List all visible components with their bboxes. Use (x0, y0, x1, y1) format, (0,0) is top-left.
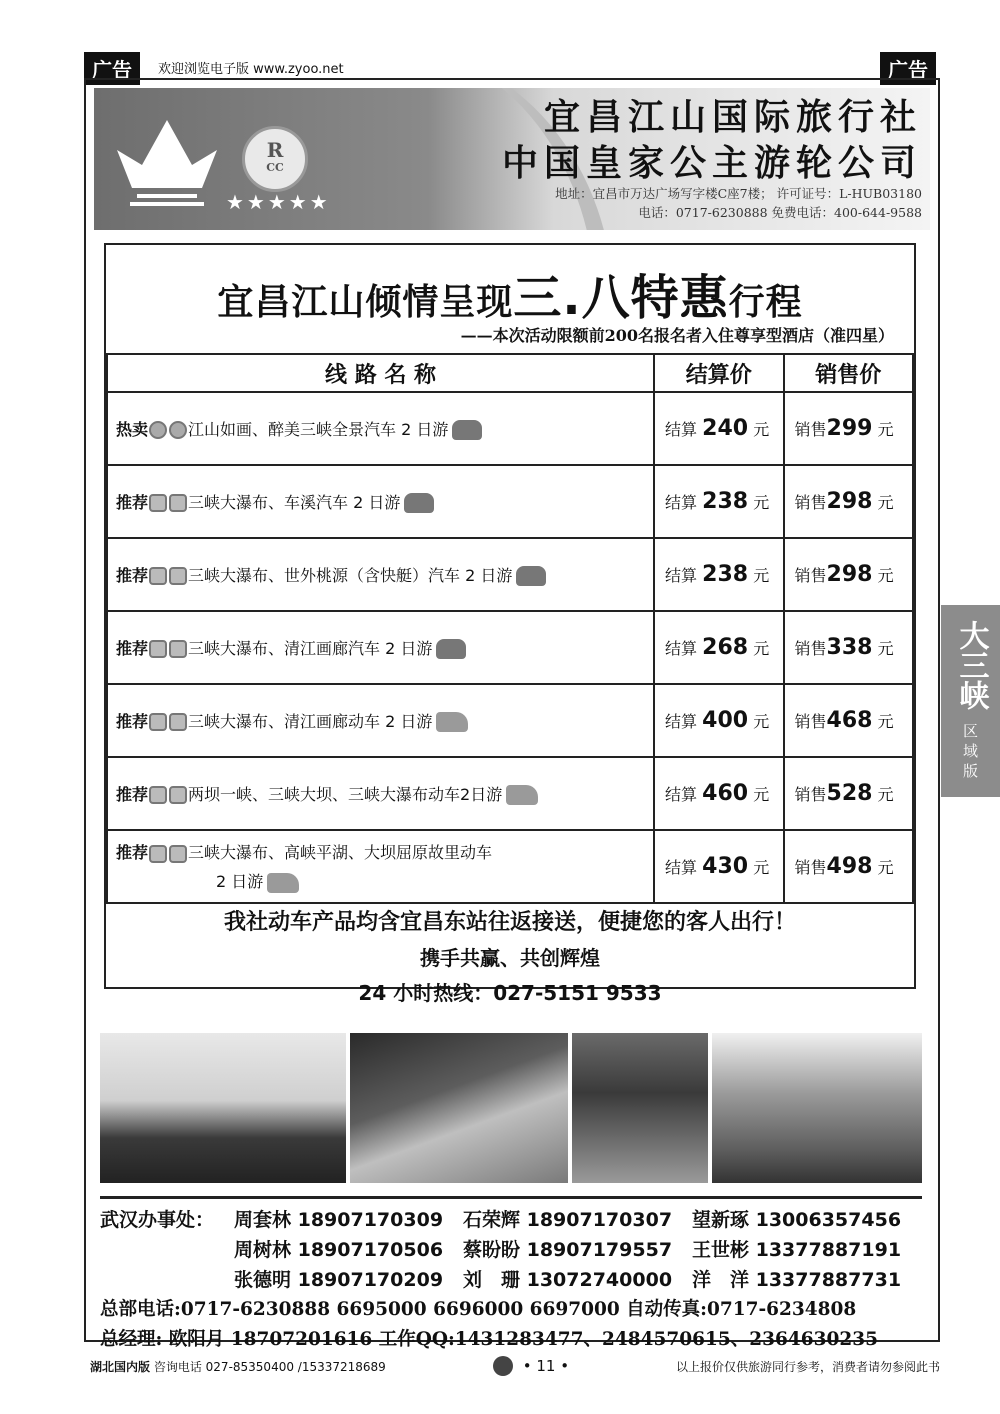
promo-box (104, 243, 916, 1005)
promo-notice: 我社动车产品均含宜昌东站往返接送，便捷您的客人出行！ 携手共赢、共创辉煌 24 小时热线：027-5151 9533 (223, 910, 796, 1005)
table-row: 推荐 两坝一峡、三峡大坝、三峡大瀑布动车2日游 结算 460 元 销售528 元 (107, 757, 913, 830)
disclaimer: 以上报价仅供旅游同行参考，消费者请勿参阅此书 (675, 1359, 940, 1374)
cruise-boat-photo (350, 1033, 568, 1183)
zipline-valley-photo (712, 1033, 922, 1183)
thumbs-up-icon (149, 713, 167, 731)
gorge-landscape-photo (100, 1033, 346, 1183)
edition-label: 湖北国内版 (90, 1359, 151, 1374)
promo-subtitle: ——本次活动限额前200名报名者入住尊享型酒店（准四星） (460, 326, 894, 345)
ad-tag-left: 广告 (84, 52, 140, 85)
table-row: 推荐 三峡大瀑布、清江画廊动车 2 日游 结算 400 元 销售468 元 (107, 684, 913, 757)
thumbs-up-icon (169, 786, 187, 804)
thumbs-up-icon (149, 786, 167, 804)
office-label: 武汉办事处： (100, 1209, 215, 1231)
contacts-block: 武汉办事处： 周套林 18907170309 石荣辉 18907170307 望新琢 13006357456 周树林 18907170506 蔡盼盼 18907179557 王世彬 13377887191 张德明 18907170209 刘 珊 13072740000 洋 洋 13377887731 总部电话:0717-6230888 6695000 6696000 6697000 自动传真:0717-6234808 总经理: 欧阳月 18707201616 工作QQ:1431283477、2484570615、2364630235 (100, 1196, 922, 1355)
thumbs-up-icon (149, 567, 167, 585)
cable-car-photo (572, 1033, 708, 1183)
welcome-text: 欢迎浏览电子版 www.zyoo.net (158, 62, 344, 77)
train-icon (436, 712, 468, 732)
photo-strip (100, 1033, 922, 1183)
hq-phone: 总部电话:0717-6230888 6695000 6696000 6697000 自动传真:0717-6234808 (100, 1299, 857, 1320)
thumbs-up-icon (169, 567, 187, 585)
agency-banner (94, 88, 930, 230)
ad-tag-right: 广告 (880, 52, 936, 85)
region-side-tab: 大三峡 区 域 版 (941, 605, 1000, 797)
train-icon (267, 873, 299, 893)
table-row: 推荐 三峡大瀑布、世外桃源（含快艇）汽车 2 日游 结算 238 元 销售298 元 (107, 538, 913, 611)
crown-logo-icon (112, 110, 222, 210)
promo-title: 宜昌江山倾情呈现三.八特惠行程 (217, 270, 803, 326)
rating-stars: ★★★★★ (226, 190, 331, 214)
thumbs-up-icon (169, 640, 187, 658)
price-table (106, 353, 914, 904)
page-footer (90, 1356, 940, 1376)
agency-contact: 地址：宜昌市万达广场写字楼C座7楼； 许可证号：L-HUB03180 电话：0717-6230888 免费电话：400-644-9588 (555, 186, 922, 220)
train-icon (506, 785, 538, 805)
table-row: 推荐 三峡大瀑布、高峡平湖、大坝屈原故里动车 2 日游 结算 430 元 销售498 元 (107, 830, 913, 903)
table-row: 推荐 三峡大瀑布、清江画廊汽车 2 日游 结算 268 元 销售338 元 (107, 611, 913, 684)
consult-phone: 咨询电话 027-85350400 /15337218689 (153, 1359, 386, 1374)
rcc-seal-logo: R CC (242, 126, 308, 192)
sun-icon (149, 421, 167, 439)
car-icon (452, 420, 482, 440)
manager-contact: 总经理: 欧阳月 18707201616 工作QQ:1431283477、2484570615、2364630235 (100, 1329, 878, 1350)
thumbs-up-icon (149, 640, 167, 658)
page-number: • 11 • (522, 1357, 570, 1375)
thumbs-up-icon (149, 494, 167, 512)
col-route-header: 线 路 名 称 (107, 354, 654, 392)
thumbs-up-icon (169, 494, 187, 512)
car-icon (404, 493, 434, 513)
car-icon (516, 566, 546, 586)
thumbs-up-icon (149, 845, 167, 863)
sun-icon (169, 421, 187, 439)
col-settle-header: 结算价 (654, 354, 783, 392)
table-row: 热卖 江山如画、醉美三峡全景汽车 2 日游 结算 240 元 销售299 元 (107, 392, 913, 465)
thumbs-up-icon (169, 713, 187, 731)
table-row: 推荐 三峡大瀑布、车溪汽车 2 日游 结算 238 元 销售298 元 (107, 465, 913, 538)
page-badge-icon (493, 1356, 513, 1376)
agency-name: 宜昌江山国际旅行社 中国皇家公主游轮公司 (501, 96, 922, 184)
thumbs-up-icon (169, 845, 187, 863)
col-sale-header: 销售价 (784, 354, 913, 392)
car-icon (436, 639, 466, 659)
